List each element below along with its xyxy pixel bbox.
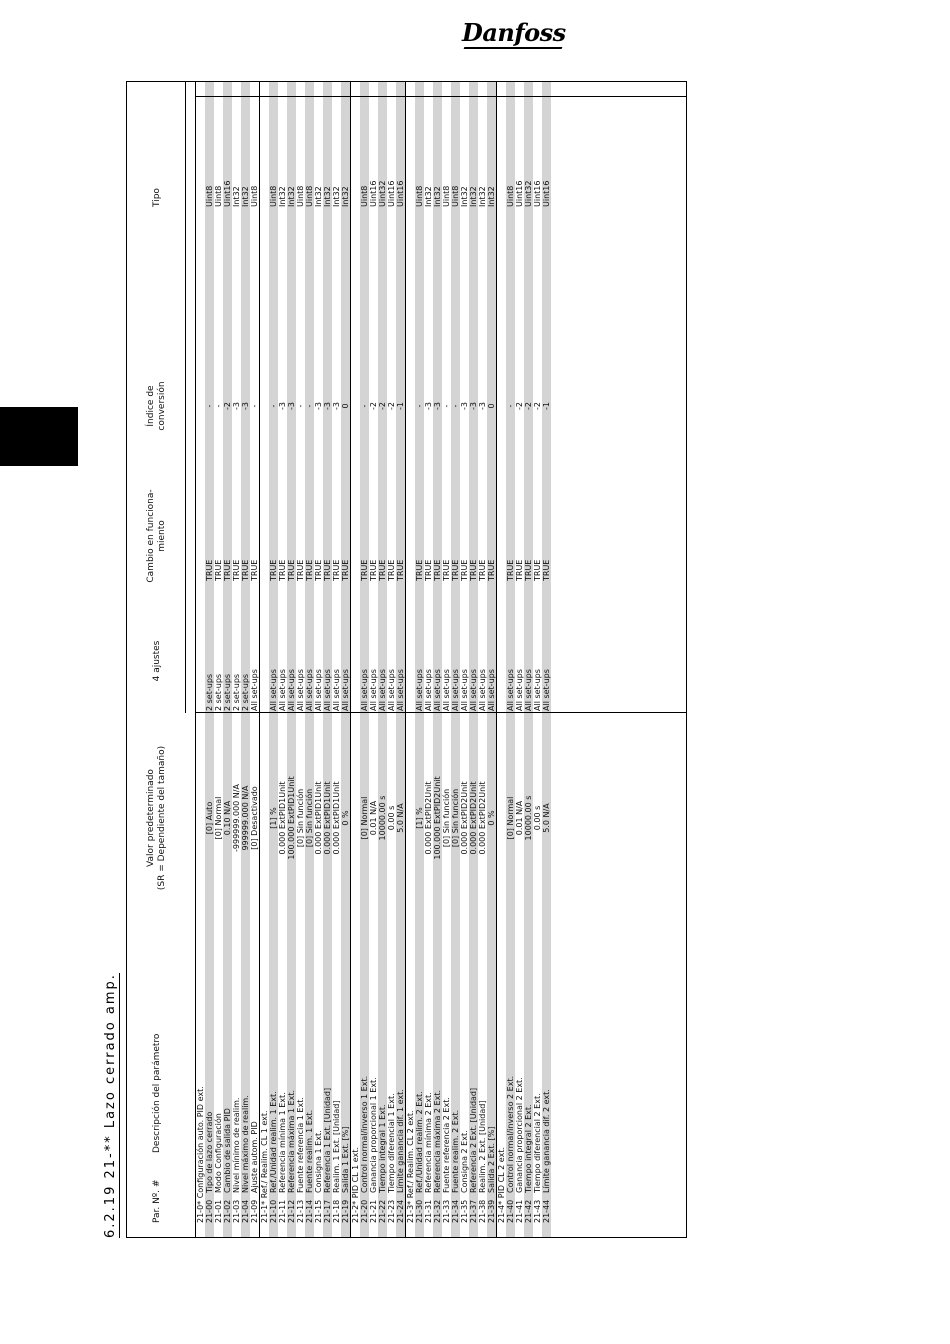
cell-conversion-index: -3	[241, 402, 250, 410]
cell-setups: All set-ups	[314, 669, 323, 711]
cell-conversion-index: 0	[341, 403, 350, 409]
cell-description: Límite ganancia dif. 1 ext.	[396, 1089, 405, 1193]
cell-par-number: 21-21	[369, 1199, 378, 1223]
cell-description: Fuente referencia 1 Ext.	[296, 1097, 305, 1193]
cell-description: Ganancia proporcional 2 Ext.	[515, 1077, 524, 1193]
cell-par-number: 21-24	[396, 1199, 405, 1223]
cell-par-number: 21-34	[451, 1199, 460, 1223]
cell-change-running: TRUE	[332, 559, 341, 581]
table-row	[278, 82, 287, 1237]
table-row	[305, 82, 314, 1237]
cell-conversion-index: -	[442, 404, 451, 408]
cell-par-number: 21-40	[506, 1199, 515, 1223]
parameter-table	[126, 81, 687, 1238]
cell-type: Int32	[433, 186, 442, 207]
cell-type: Uint16	[542, 180, 551, 207]
cell-description: Fuente realim. 2 Ext.	[451, 1109, 460, 1193]
table-row	[433, 82, 442, 1237]
cell-description: Tiempo diferencial 2 Ext.	[533, 1093, 542, 1193]
cell-default-value: 0.10 N/A	[223, 800, 232, 836]
cell-setups: All set-ups	[424, 669, 433, 711]
cell-change-running: TRUE	[341, 559, 350, 581]
cell-conversion-index: -2	[223, 402, 232, 410]
header-par-no: Par. Nº. #	[151, 1179, 162, 1223]
cell-setups: All set-ups	[506, 669, 515, 711]
cell-default-value: [0] Sin función	[442, 788, 451, 848]
cell-default-value: 0.01 N/A	[515, 800, 524, 836]
table-row	[478, 82, 487, 1237]
cell-par-number: 21-17	[323, 1199, 332, 1223]
cell-type: Uint8	[442, 185, 451, 207]
table-row	[387, 82, 396, 1237]
cell-setups: All set-ups	[332, 669, 341, 711]
cell-description: Realim. 2 Ext. [Unidad]	[478, 1100, 487, 1193]
cell-type: Int32	[424, 186, 433, 207]
table-row	[533, 82, 542, 1237]
cell-default-value: [1] %	[269, 807, 278, 829]
cell-par-number: 21-30	[415, 1199, 424, 1223]
cell-change-running: TRUE	[305, 559, 314, 581]
cell-setups: 2 set-ups	[205, 673, 214, 711]
cell-type: Int32	[278, 186, 287, 207]
cell-default-value: 0.000 ExtPID1Unit	[314, 781, 323, 855]
cell-default-value: [0] Sin función	[451, 788, 460, 848]
cell-setups: All set-ups	[433, 669, 442, 711]
cell-description: Control normal/inverso 1 Ext.	[360, 1075, 369, 1193]
group-label: 21-0* Configuración auto. PID ext.	[196, 1086, 205, 1223]
cell-default-value: [0] Sin función	[305, 788, 314, 848]
cell-par-number: 21-33	[442, 1199, 451, 1223]
cell-default-value: 100.000 ExtPID1Unit	[287, 776, 296, 860]
cell-conversion-index: -	[296, 404, 305, 408]
cell-default-value: 0.00 s	[533, 805, 542, 831]
cell-type: Uint8	[296, 185, 305, 207]
cell-description: Tipo de lazo cerrado	[205, 1111, 214, 1193]
cell-description: Referencia 2 Ext. [Unidad]	[469, 1087, 478, 1193]
cell-par-number: 21-11	[278, 1199, 287, 1223]
cell-type: Uint8	[269, 185, 278, 207]
cell-change-running: TRUE	[314, 559, 323, 581]
column-rule	[195, 96, 686, 97]
cell-change-running: TRUE	[241, 559, 250, 581]
cell-conversion-index: -2	[387, 402, 396, 410]
cell-conversion-index: -3	[424, 402, 433, 410]
cell-default-value: [1] %	[415, 807, 424, 829]
table-row	[378, 82, 387, 1237]
cell-type: Uint8	[415, 185, 424, 207]
cell-conversion-index: 0	[487, 403, 496, 409]
cell-default-value: 5.0 N/A	[396, 803, 405, 833]
cell-par-number: 21-15	[314, 1199, 323, 1223]
cell-description: Referencia mínima 1 Ext.	[278, 1092, 287, 1193]
cell-setups: All set-ups	[287, 669, 296, 711]
cell-conversion-index: -	[250, 404, 259, 408]
cell-description: Nivel máximo de realim.	[241, 1095, 250, 1193]
cell-description: Ref./Unidad realim. 2 Ext.	[415, 1091, 424, 1193]
cell-conversion-index: -2	[533, 402, 542, 410]
table-row	[223, 82, 232, 1237]
table-row	[360, 82, 369, 1237]
cell-change-running: TRUE	[460, 559, 469, 581]
cell-description: Referencia máxima 2 Ext.	[433, 1089, 442, 1193]
cell-change-running: TRUE	[451, 559, 460, 581]
table-row	[396, 82, 405, 1237]
cell-conversion-index: -3	[232, 402, 241, 410]
cell-setups: All set-ups	[524, 669, 533, 711]
cell-par-number: 21-01	[214, 1199, 223, 1223]
table-row	[515, 82, 524, 1237]
cell-conversion-index: -	[205, 404, 214, 408]
cell-setups: 2 set-ups	[241, 673, 250, 711]
header-underline	[185, 82, 186, 713]
cell-description: Tiempo integral 2 Ext.	[524, 1104, 533, 1193]
cell-setups: All set-ups	[478, 669, 487, 711]
cell-description: Ganancia proporcional 1 Ext.	[369, 1077, 378, 1193]
cell-default-value: [0] Normal	[506, 796, 515, 840]
cell-description: Realim. 1 Ext. [Unidad]	[332, 1100, 341, 1193]
cell-description: Referencia mínima 2 Ext.	[424, 1092, 433, 1193]
table-row	[232, 82, 241, 1237]
cell-default-value: [0] Desactivado	[250, 786, 259, 850]
cell-par-number: 21-42	[524, 1199, 533, 1223]
table-row	[323, 82, 332, 1237]
table-row	[542, 82, 551, 1237]
cell-setups: All set-ups	[469, 669, 478, 711]
cell-default-value: 0.000 ExtPID1Unit	[278, 781, 287, 855]
cell-type: Int32	[460, 186, 469, 207]
header-type: Tipo	[151, 188, 162, 207]
cell-type: Int32	[232, 186, 241, 207]
cell-par-number: 21-00	[205, 1199, 214, 1223]
cell-setups: All set-ups	[487, 669, 496, 711]
cell-change-running: TRUE	[524, 559, 533, 581]
table-row	[250, 82, 259, 1237]
cell-type: Uint8	[451, 185, 460, 207]
cell-par-number: 21-23	[387, 1199, 396, 1223]
cell-description: Ref./Unidad realim. 1 Ext.	[269, 1091, 278, 1193]
table-row	[442, 82, 451, 1237]
cell-type: Uint8	[205, 185, 214, 207]
table-row	[487, 82, 496, 1237]
cell-description: Fuente realim. 1 Ext.	[305, 1109, 314, 1193]
table-row	[214, 82, 223, 1237]
cell-conversion-index: -3	[433, 402, 442, 410]
cell-default-value: 0.000 ExtPID2Unit	[460, 781, 469, 855]
cell-change-running: TRUE	[287, 559, 296, 581]
cell-setups: All set-ups	[369, 669, 378, 711]
cell-default-value: [0] Normal	[214, 796, 223, 840]
cell-conversion-index: -1	[542, 402, 551, 410]
cell-par-number: 21-19	[341, 1199, 350, 1223]
cell-type: Uint8	[506, 185, 515, 207]
cell-par-number: 21-20	[360, 1199, 369, 1223]
cell-setups: All set-ups	[533, 669, 542, 711]
cell-type: Int32	[478, 186, 487, 207]
cell-par-number: 21-12	[287, 1199, 296, 1223]
table-row	[341, 82, 350, 1237]
cell-default-value: [0] Normal	[360, 796, 369, 840]
table-row	[415, 82, 424, 1237]
cell-change-running: TRUE	[269, 559, 278, 581]
cell-change-running: TRUE	[469, 559, 478, 581]
cell-type: Uint16	[515, 180, 524, 207]
cell-type: Uint8	[360, 185, 369, 207]
cell-description: Límite ganancia dif. 2 ext.	[542, 1089, 551, 1193]
cell-change-running: TRUE	[223, 559, 232, 581]
cell-setups: All set-ups	[360, 669, 369, 711]
cell-description: Ajuste autom. PID	[250, 1121, 259, 1193]
cell-conversion-index: -	[360, 404, 369, 408]
cell-default-value: 0.000 ExtPID2Unit	[469, 781, 478, 855]
header-change-during-operation: Cambio en funciona- miento	[146, 489, 167, 583]
cell-type: Int32	[332, 186, 341, 207]
cell-type: Int32	[287, 186, 296, 207]
cell-type: Uint16	[387, 180, 396, 207]
cell-conversion-index: -3	[287, 402, 296, 410]
cell-conversion-index: -3	[469, 402, 478, 410]
cell-default-value: 100.000 ExtPID2Unit	[433, 776, 442, 860]
cell-conversion-index: -2	[524, 402, 533, 410]
cell-setups: All set-ups	[396, 669, 405, 711]
cell-change-running: TRUE	[278, 559, 287, 581]
cell-default-value: 0 %	[341, 810, 350, 826]
cell-change-running: TRUE	[424, 559, 433, 581]
cell-change-running: TRUE	[433, 559, 442, 581]
table-row	[451, 82, 460, 1237]
cell-default-value: 0 %	[487, 810, 496, 826]
cell-setups: 2 set-ups	[232, 673, 241, 711]
group-header-row	[351, 82, 360, 1237]
cell-setups: All set-ups	[415, 669, 424, 711]
cell-default-value: 0.00 s	[387, 805, 396, 831]
cell-par-number: 21-35	[460, 1199, 469, 1223]
cell-type: Uint16	[223, 180, 232, 207]
cell-conversion-index: -	[415, 404, 424, 408]
group-header-row	[196, 82, 205, 1237]
cell-type: Int32	[469, 186, 478, 207]
cell-conversion-index: -1	[396, 402, 405, 410]
cell-change-running: TRUE	[214, 559, 223, 581]
cell-par-number: 21-32	[433, 1199, 442, 1223]
cell-description: Consigna 1 Ext.	[314, 1130, 323, 1193]
cell-description: Modo Configuración	[214, 1113, 223, 1193]
cell-setups: All set-ups	[451, 669, 460, 711]
table-row	[460, 82, 469, 1237]
cell-type: Int32	[314, 186, 323, 207]
cell-par-number: 21-14	[305, 1199, 314, 1223]
cell-setups: All set-ups	[387, 669, 396, 711]
cell-setups: All set-ups	[323, 669, 332, 711]
cell-change-running: TRUE	[232, 559, 241, 581]
cell-description: Salida 2 Ext. [%]	[487, 1126, 496, 1193]
danfoss-logo: Danfoss	[462, 18, 566, 47]
cell-conversion-index: -3	[314, 402, 323, 410]
cell-description: Tiempo diferencial 1 Ext.	[387, 1093, 396, 1193]
cell-setups: All set-ups	[250, 669, 259, 711]
group-header-row	[260, 82, 269, 1237]
cell-par-number: 21-03	[232, 1199, 241, 1223]
cell-default-value: 999999.000 N/A	[241, 785, 250, 851]
cell-conversion-index: -	[214, 404, 223, 408]
cell-type: Int32	[241, 186, 250, 207]
table-row	[506, 82, 515, 1237]
cell-par-number: 21-13	[296, 1199, 305, 1223]
header-default-value: Valor predeterminado (SR = Dependiente del tamaño)	[146, 745, 167, 891]
cell-default-value: 0.000 ExtPID2Unit	[424, 781, 433, 855]
cell-setups: All set-ups	[542, 669, 551, 711]
cell-conversion-index: -3	[478, 402, 487, 410]
cell-setups: All set-ups	[378, 669, 387, 711]
cell-conversion-index: -	[305, 404, 314, 408]
cell-change-running: TRUE	[378, 559, 387, 581]
cell-setups: All set-ups	[296, 669, 305, 711]
cell-par-number: 21-09	[250, 1199, 259, 1223]
cell-default-value: 0.000 ExtPID1Unit	[323, 781, 332, 855]
group-label: 21-3* Ref./ Realim. CL 2 ext.	[406, 1110, 415, 1223]
header-description: Descripción del parámetro	[151, 1033, 162, 1153]
cell-change-running: TRUE	[296, 559, 305, 581]
cell-type: Uint8	[214, 185, 223, 207]
cell-par-number: 21-22	[378, 1199, 387, 1223]
cell-type: Uint8	[305, 185, 314, 207]
cell-conversion-index: -	[451, 404, 460, 408]
cell-par-number: 21-38	[478, 1199, 487, 1223]
cell-setups: All set-ups	[515, 669, 524, 711]
group-label: 21-2* PID CL 1 ext.	[351, 1147, 360, 1223]
cell-par-number: 21-18	[332, 1199, 341, 1223]
cell-setups: All set-ups	[442, 669, 451, 711]
cell-type: Uint16	[396, 180, 405, 207]
table-row	[205, 82, 214, 1237]
cell-change-running: TRUE	[205, 559, 214, 581]
cell-conversion-index: -3	[332, 402, 341, 410]
cell-conversion-index: -3	[460, 402, 469, 410]
cell-par-number: 21-37	[469, 1199, 478, 1223]
cell-description: Referencia máxima 1 Ext.	[287, 1089, 296, 1193]
cell-type: Uint32	[378, 180, 387, 207]
cell-change-running: TRUE	[323, 559, 332, 581]
cell-conversion-index: -3	[323, 402, 332, 410]
cell-default-value: 0.01 N/A	[369, 800, 378, 836]
cell-description: Consigna 2 Ext.	[460, 1130, 469, 1193]
cell-default-value: [0] Sin función	[296, 788, 305, 848]
cell-setups: All set-ups	[278, 669, 287, 711]
cell-par-number: 21-43	[533, 1199, 542, 1223]
cell-change-running: TRUE	[506, 559, 515, 581]
group-header-row	[497, 82, 506, 1237]
cell-conversion-index: -	[506, 404, 515, 408]
cell-default-value: 0.000 ExtPID1Unit	[332, 781, 341, 855]
cell-description: Nivel mínimo de realim.	[232, 1097, 241, 1193]
rotated-page-content	[103, 81, 687, 1238]
cell-change-running: TRUE	[387, 559, 396, 581]
cell-description: Fuente referencia 2 Ext.	[442, 1097, 451, 1193]
table-row	[269, 82, 278, 1237]
cell-type: Uint32	[524, 180, 533, 207]
cell-default-value: [0] Auto	[205, 801, 214, 835]
cell-type: Int32	[487, 186, 496, 207]
cell-par-number: 21-04	[241, 1199, 250, 1223]
cell-change-running: TRUE	[487, 559, 496, 581]
table-row	[524, 82, 533, 1237]
cell-description: Control normal/inverso 2 Ext.	[506, 1075, 515, 1193]
cell-par-number: 21-02	[223, 1199, 232, 1223]
group-label: 21-1* Ref./ Realim. CL 1 ext.	[260, 1110, 269, 1223]
cell-type: Uint8	[250, 185, 259, 207]
cell-par-number: 21-31	[424, 1199, 433, 1223]
cell-change-running: TRUE	[415, 559, 424, 581]
group-label: 21-4* PID CL 2 ext.	[497, 1147, 506, 1223]
cell-change-running: TRUE	[396, 559, 405, 581]
cell-default-value: 0.000 ExtPID2Unit	[478, 781, 487, 855]
header-4-setups: 4 ajustes	[151, 640, 162, 682]
cell-change-running: TRUE	[360, 559, 369, 581]
cell-change-running: TRUE	[533, 559, 542, 581]
group-header-row	[406, 82, 415, 1237]
cell-change-running: TRUE	[542, 559, 551, 581]
cell-setups: All set-ups	[341, 669, 350, 711]
cell-conversion-index: -2	[515, 402, 524, 410]
cell-conversion-index: -2	[369, 402, 378, 410]
cell-setups: All set-ups	[305, 669, 314, 711]
cell-default-value: 10000.00 s	[524, 795, 533, 841]
table-row	[241, 82, 250, 1237]
cell-conversion-index: -3	[278, 402, 287, 410]
cell-default-value: 10000.00 s	[378, 795, 387, 841]
cell-description: Salida 1 Ext. [%]	[341, 1126, 350, 1193]
header-conversion-index: Índice de conversión	[146, 381, 167, 431]
cell-par-number: 21-41	[515, 1199, 524, 1223]
cell-default-value: -999999.000 N/A	[232, 784, 241, 852]
section-title: 6.2.19 21-** Lazo cerrado amp.	[103, 973, 118, 1238]
cell-description: Cambio de salida PID	[223, 1108, 232, 1193]
cell-type: Int32	[341, 186, 350, 207]
cell-default-value: 5.0 N/A	[542, 803, 551, 833]
cell-setups: 2 set-ups	[223, 673, 232, 711]
cell-par-number: 21-39	[487, 1199, 496, 1223]
cell-setups: All set-ups	[269, 669, 278, 711]
chapter-tab-marker	[0, 407, 78, 466]
cell-change-running: TRUE	[369, 559, 378, 581]
cell-change-running: TRUE	[250, 559, 259, 581]
cell-conversion-index: -2	[378, 402, 387, 410]
table-row	[332, 82, 341, 1237]
table-row	[314, 82, 323, 1237]
cell-description: Referencia 1 Ext. [Unidad]	[323, 1087, 332, 1193]
column-rule	[195, 712, 686, 713]
cell-conversion-index: -	[269, 404, 278, 408]
table-row	[287, 82, 296, 1237]
cell-type: Uint16	[533, 180, 542, 207]
cell-par-number: 21-44	[542, 1199, 551, 1223]
cell-change-running: TRUE	[478, 559, 487, 581]
cell-type: Int32	[323, 186, 332, 207]
table-row	[424, 82, 433, 1237]
cell-change-running: TRUE	[515, 559, 524, 581]
table-row	[369, 82, 378, 1237]
table-row	[296, 82, 305, 1237]
cell-par-number: 21-10	[269, 1199, 278, 1223]
cell-setups: 2 set-ups	[214, 673, 223, 711]
cell-change-running: TRUE	[442, 559, 451, 581]
cell-description: Tiempo integral 1 Ext.	[378, 1104, 387, 1193]
cell-setups: All set-ups	[460, 669, 469, 711]
cell-type: Uint16	[369, 180, 378, 207]
table-row	[469, 82, 478, 1237]
